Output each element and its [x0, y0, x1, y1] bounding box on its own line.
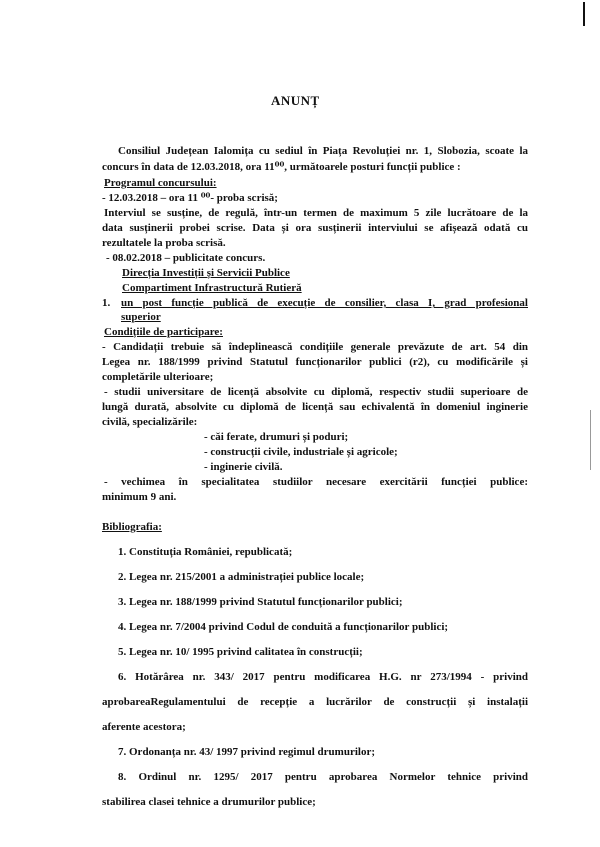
bibliography-item: 3. Legea nr. 188/1999 privind Statutul funcționarilor publici; — [118, 596, 403, 608]
specialization-item: - inginerie civilă. — [204, 461, 283, 473]
page-title: ANUNȚ — [271, 93, 320, 108]
bibliography-item: 2. Legea nr. 215/2001 a administrației publice locale; — [118, 571, 365, 583]
scan-edge-mark — [583, 2, 585, 26]
program-line: data susținerii probei scrise. Data și ora susținerii interviului se afișează odată cu — [102, 222, 528, 234]
conditions-line: completările ulterioare; — [102, 371, 214, 383]
intro-line: concurs în data de 12.03.2018, ora 11⁰⁰, următoarele posturi funcții publice : — [102, 161, 461, 173]
program-line: rezultatele la proba scrisă. — [102, 237, 226, 249]
scan-edge-mark — [590, 410, 591, 470]
conditions-line: Legea nr. 188/1999 privind Statutul funcționarilor publici (r2), cu modificările și — [102, 356, 528, 368]
program-line: Interviul se susține, de regulă, într-un termen de maximum 5 zile lucrătoare de la — [104, 207, 528, 219]
specialization-item: - căi ferate, drumuri și poduri; — [204, 431, 349, 443]
bibliography-item: 6. Hotărârea nr. 343/ 2017 pentru modificarea H.G. nr 273/1994 - privind — [118, 671, 528, 683]
program-line: - 08.02.2018 – publicitate concurs. — [106, 252, 266, 264]
specialization-item: - construcții civile, industriale și agricole; — [204, 446, 398, 458]
bibliography-item: 4. Legea nr. 7/2004 privind Codul de conduită a funcționarilor publici; — [118, 621, 449, 633]
post-number: 1. — [102, 297, 111, 309]
conditions-line: civilă, specializările: — [102, 416, 198, 428]
bibliography-item: 5. Legea nr. 10/ 1995 privind calitatea în construcții; — [118, 646, 363, 658]
conditions-line: - Candidații trebuie să îndeplinească condițiile generale prevăzute de art. 54 din — [102, 341, 528, 353]
bibliography-item: 8. Ordinul nr. 1295/ 2017 pentru aprobarea Normelor tehnice privind — [118, 771, 528, 783]
program-line: - 12.03.2018 – ora 11 ⁰⁰- proba scrisă; — [102, 192, 278, 204]
seniority-line: - vechimea în specialitatea studiilor necesare exercitării funcției publice: — [104, 476, 528, 488]
bibliography-item: 1. Constituția României, republicată; — [118, 546, 293, 558]
conditions-heading: Condițiile de participare: — [104, 326, 223, 338]
conditions-line: - studii universitare de licență absolvite cu diplomă, respectiv studii superioare de — [104, 386, 528, 398]
bibliography-item-continuation: aferente acestora; — [102, 721, 186, 733]
post-line: superior — [121, 311, 161, 323]
direction-heading: Direcția Investiții și Servicii Publice — [122, 267, 290, 279]
conditions-line: lungă durată, absolvite cu diplomă de licență sau echivalentă în domeniul inginerie — [102, 401, 528, 413]
compartment-heading: Compartiment Infrastructură Rutieră — [122, 282, 302, 294]
seniority-line: minimum 9 ani. — [102, 491, 177, 503]
bibliography-item: 7. Ordonanța nr. 43/ 1997 privind regimul drumurilor; — [118, 746, 375, 758]
program-heading: Programul concursului: — [104, 177, 217, 189]
bibliography-item-continuation: aprobareaRegulamentului de recepție a lucrărilor de construcții și instalații — [102, 696, 528, 708]
intro-line: Consiliul Județean Ialomița cu sediul în Piața Revoluției nr. 1, Slobozia, scoate la — [118, 145, 528, 157]
bibliography-heading: Bibliografia: — [102, 521, 162, 533]
bibliography-item-continuation: stabilirea clasei tehnice a drumurilor publice; — [102, 796, 316, 808]
post-line: un post funcție publică de execuție de consilier, clasa I, grad profesional — [121, 297, 528, 309]
